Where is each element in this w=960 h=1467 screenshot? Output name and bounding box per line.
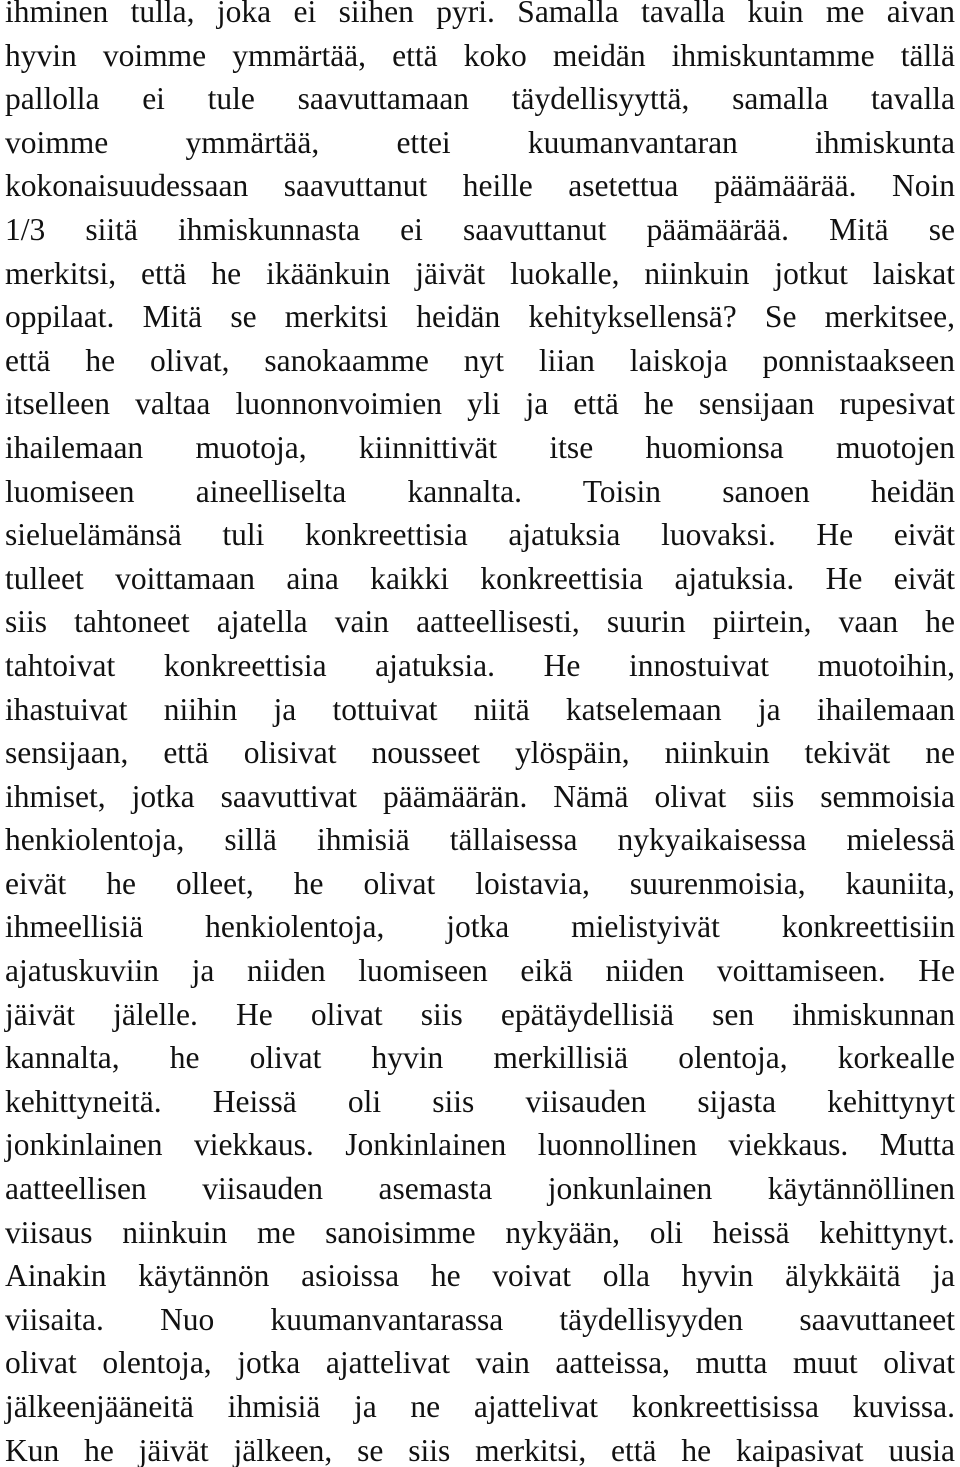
text-line: viisaita. Nuo kuumanvantarassa täydellisyyden saavuttaneet bbox=[5, 1301, 955, 1337]
text-line: oppilaat. Mitä se merkitsi heidän kehityksellensä? Se merkitsee, bbox=[5, 299, 955, 335]
text-line: tulleet voittamaan aina kaikki konkreettisia ajatuksia. He eivät bbox=[5, 560, 955, 596]
text-line: luomiseen aineelliselta kannalta. Toisin sanoen heidän bbox=[5, 473, 955, 509]
text-line: Kun he jäivät jälkeen, se siis merkitsi, että he kaipasivat uusia bbox=[5, 1432, 955, 1467]
text-line: sensijaan, että olisivat nousseet ylöspäin, niinkuin tekivät ne bbox=[5, 735, 955, 771]
text-line: että he olivat, sanokaamme nyt liian laiskoja ponnistaakseen bbox=[5, 342, 955, 378]
text-line: kannalta, he olivat hyvin merkillisiä olentoja, korkealle bbox=[5, 1040, 955, 1076]
text-line: ihmeellisiä henkiolentoja, jotka mielistyivät konkreettisiin bbox=[5, 909, 955, 945]
body-text bbox=[5, 0, 955, 1467]
text-line: sieluelämänsä tuli konkreettisia ajatuksia luovaksi. He eivät bbox=[5, 517, 955, 553]
text-line: kokonaisuudessaan saavuttanut heille asetettua päämäärää. Noin bbox=[5, 168, 955, 204]
text-line: hyvin voimme ymmärtää, että koko meidän ihmiskuntamme tällä bbox=[5, 37, 955, 73]
text-line: itselleen valtaa luonnonvoimien yli ja että he sensijaan rupesivat bbox=[5, 386, 955, 422]
text-line: kehittyneitä. Heissä oli siis viisauden sijasta kehittynyt bbox=[5, 1083, 955, 1119]
text-line: merkitsi, että he ikäänkuin jäivät luokalle, niinkuin jotkut laiskat bbox=[5, 255, 955, 291]
text-line: pallolla ei tule saavuttamaan täydellisyyttä, samalla tavalla bbox=[5, 81, 955, 117]
text-line: ihminen tulla, joka ei siihen pyri. Samalla tavalla kuin me aivan bbox=[5, 0, 955, 29]
text-line: ihailemaan muotoja, kiinnittivät itse huomionsa muotojen bbox=[5, 429, 955, 465]
text-line: siis tahtoneet ajatella vain aatteellisesti, suurin piirtein, vaan he bbox=[5, 604, 955, 640]
text-line: olivat olentoja, jotka ajattelivat vain aatteissa, mutta muut olivat bbox=[5, 1345, 955, 1381]
text-line: eivät he olleet, he olivat loistavia, suurenmoisia, kauniita, bbox=[5, 865, 955, 901]
text-line: jonkinlainen viekkaus. Jonkinlainen luonnollinen viekkaus. Mutta bbox=[5, 1127, 955, 1163]
text-line: ihastuivat niihin ja tottuivat niitä katselemaan ja ihailemaan bbox=[5, 691, 955, 727]
text-line: jälkeenjääneitä ihmisiä ja ne ajattelivat konkreettisissa kuvissa. bbox=[5, 1389, 955, 1424]
text-line: ajatuskuviin ja niiden luomiseen eikä niiden voittamiseen. He bbox=[5, 953, 955, 989]
text-line: henkiolentoja, sillä ihmisiä tällaisessa nykyaikaisessa mielessä bbox=[5, 822, 955, 858]
text-line: Ainakin käytännön asioissa he voivat olla hyvin älykkäitä ja bbox=[5, 1258, 955, 1294]
text-line: ihmiset, jotka saavuttivat päämäärän. Nämä olivat siis semmoisia bbox=[5, 778, 955, 814]
text-line: jäivät jälelle. He olivat siis epätäydellisiä sen ihmiskunnan bbox=[5, 996, 955, 1032]
text-line: viisaus niinkuin me sanoisimme nykyään, oli heissä kehittynyt. bbox=[5, 1214, 955, 1250]
text-line: voimme ymmärtää, ettei kuumanvantaran ihmiskunta bbox=[5, 124, 955, 160]
text-line: aatteellisen viisauden asemasta jonkunlainen käytännöllinen bbox=[5, 1171, 955, 1207]
text-line: tahtoivat konkreettisia ajatuksia. He innostuivat muotoihin, bbox=[5, 647, 955, 683]
text-line: 1/3 siitä ihmiskunnasta ei saavuttanut päämäärää. Mitä se bbox=[5, 211, 955, 247]
